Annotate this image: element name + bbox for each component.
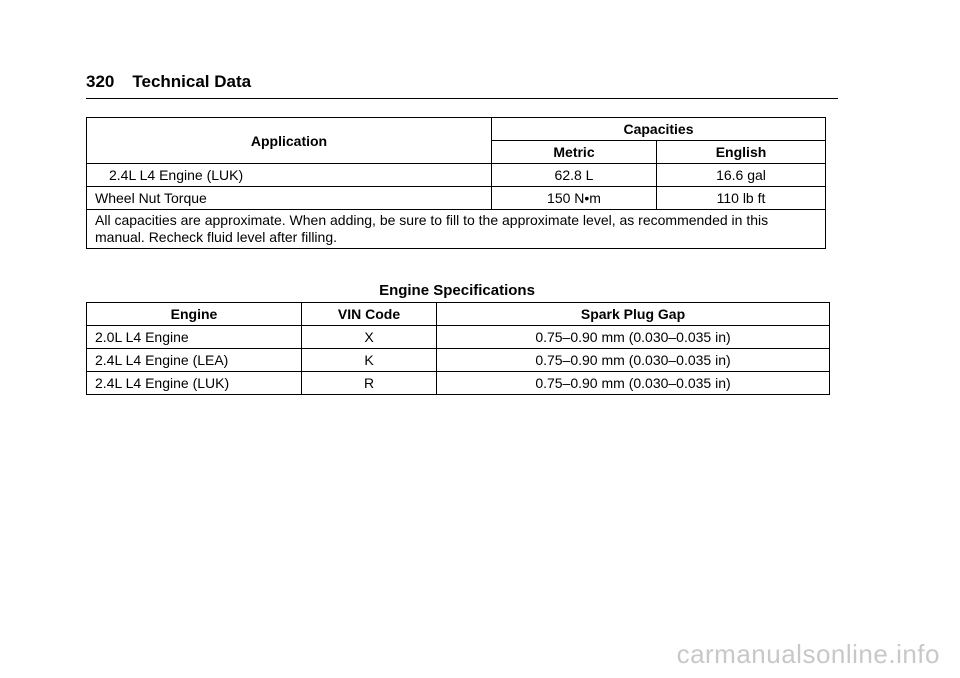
engine-specs-title: Engine Specifications bbox=[379, 282, 535, 299]
application-cell: Wheel Nut Torque bbox=[87, 187, 492, 210]
spark-plug-gap-header: Spark Plug Gap bbox=[437, 303, 830, 326]
vin-cell: X bbox=[302, 326, 437, 349]
engine-specs-table bbox=[86, 302, 830, 395]
gap-cell: 0.75–0.90 mm (0.030–0.035 in) bbox=[437, 349, 830, 372]
english-cell: 110 lb ft bbox=[657, 187, 826, 210]
table-row bbox=[87, 349, 830, 372]
watermark: carmanualsonline.info bbox=[676, 639, 940, 669]
metric-cell: 62.8 L bbox=[492, 164, 657, 187]
english-header: English bbox=[657, 141, 826, 164]
metric-header: Metric bbox=[492, 141, 657, 164]
capacities-note: All capacities are approximate. When adding, be sure to fill to the approximate level, as recommended in this manual. Recheck fluid level after filling. bbox=[87, 210, 826, 249]
english-cell: 16.6 gal bbox=[657, 164, 826, 187]
engine-header: Engine bbox=[87, 303, 302, 326]
capacities-header: Capacities bbox=[492, 118, 826, 141]
page-number: 320 bbox=[86, 72, 115, 91]
table-row bbox=[87, 164, 826, 187]
table-row bbox=[87, 187, 826, 210]
section-title: Technical Data bbox=[132, 72, 252, 91]
page-header bbox=[86, 70, 838, 99]
capacities-table bbox=[86, 117, 826, 249]
engine-cell: 2.4L L4 Engine (LUK) bbox=[87, 372, 302, 395]
engine-cell: 2.0L L4 Engine bbox=[87, 326, 302, 349]
application-cell: 2.4L L4 Engine (LUK) bbox=[87, 164, 492, 187]
table-row bbox=[87, 372, 830, 395]
metric-cell: 150 N•m bbox=[492, 187, 657, 210]
gap-cell: 0.75–0.90 mm (0.030–0.035 in) bbox=[437, 372, 830, 395]
vin-code-header: VIN Code bbox=[302, 303, 437, 326]
table-row bbox=[87, 326, 830, 349]
engine-cell: 2.4L L4 Engine (LEA) bbox=[87, 349, 302, 372]
gap-cell: 0.75–0.90 mm (0.030–0.035 in) bbox=[437, 326, 830, 349]
vin-cell: R bbox=[302, 372, 437, 395]
vin-cell: K bbox=[302, 349, 437, 372]
table-row bbox=[87, 210, 826, 249]
application-header: Application bbox=[87, 118, 492, 164]
